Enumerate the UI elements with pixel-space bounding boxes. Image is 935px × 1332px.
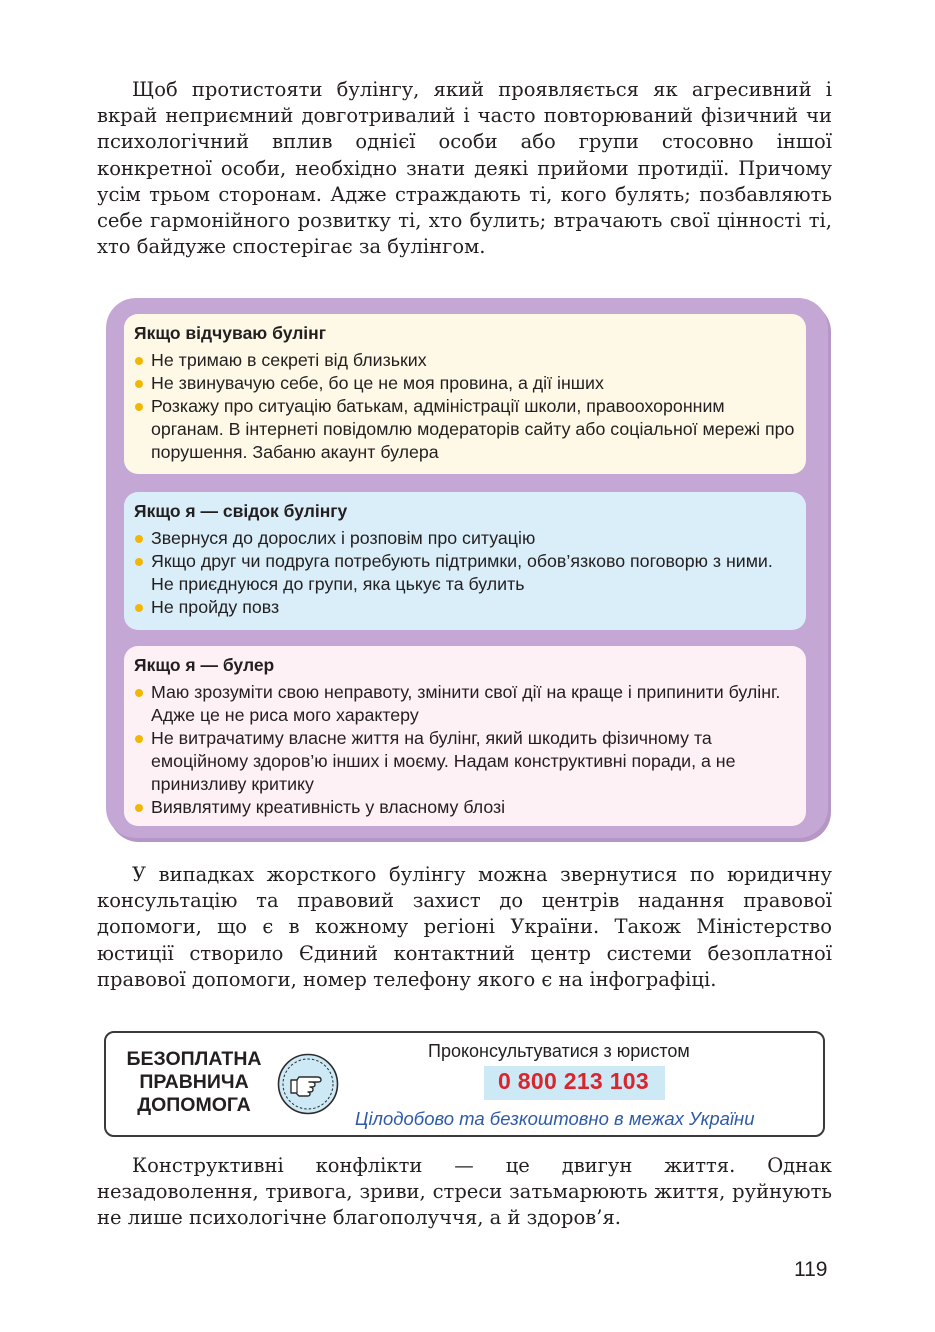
- witness-panel: [124, 492, 806, 630]
- victim-panel-title: Якщо відчуваю булінг: [134, 323, 327, 343]
- bully-panel-title: Якщо я — булер: [134, 655, 275, 675]
- pointing-hand-icon: [277, 1053, 339, 1115]
- phone-number[interactable]: 0 800 213 103: [498, 1068, 649, 1094]
- bullet-icon: [135, 804, 143, 812]
- legal-help-title: БЕЗОПЛАТНА ПРАВНИЧА ДОПОМОГА: [126, 1048, 262, 1116]
- bully-list: [134, 681, 796, 819]
- victim-list: [134, 349, 796, 464]
- bullet-icon: [135, 380, 143, 388]
- conflict-paragraph: Конструктивні конфлікти — це двигун життя. Однак незадоволення, тривога, зриви, стреси затьмарюють життя, руйнують не лише психологічне благополуччя, а й здоров’я.: [97, 1154, 832, 1230]
- bullet-icon: [135, 735, 143, 743]
- list-item: Розкажу про ситуацію батькам, адміністрації школи, правоохоронним органам. В інтернеті повідомлю модераторів сайту або соціальної мережі про порушення. Забаню акаунт булера: [134, 395, 796, 464]
- legal-help-banner: [104, 1031, 825, 1137]
- bullet-icon: [135, 604, 143, 612]
- bullet-icon: [135, 403, 143, 411]
- bullet-icon: [135, 689, 143, 697]
- list-item: Не витрачатиму власне життя на булінг, який шкодить фізичному та емоційному здоров’ю інших і моєму. Надам конструктивні поради, а не принизливу критику: [134, 727, 796, 796]
- bullet-icon: [135, 357, 143, 365]
- list-item: Не тримаю в секреті від близьких: [134, 349, 796, 372]
- witness-panel-title: Якщо я — свідок булінгу: [134, 501, 348, 521]
- list-item: Не пройду повз: [134, 596, 796, 619]
- bullet-icon: [135, 535, 143, 543]
- list-item: Виявлятиму креативність у власному блозі: [134, 796, 796, 819]
- list-item: Якщо друг чи подруга потребують підтримки, обов’язково поговорю з ними. Не приєднуюся до групи, яка цькує та булить: [134, 550, 796, 596]
- legal-help-paragraph: У випадках жорсткого булінгу можна звернутися по юридичну консультацію та правовий захист до центрів надання правової допомоги, що є в кожному регіоні України. Також Міністерство юстиції створило Єдиний контактний центр системи безоплатної правової допомоги, номер телефону якого є на інфографіці.: [97, 863, 832, 991]
- list-item: Не звинувачую себе, бо це не моя провина, а дії інших: [134, 372, 796, 395]
- list-item: Маю зрозуміти свою неправоту, змінити свої дії на краще і припинити булінг. Адже це не риса мого характеру: [134, 681, 796, 727]
- victim-panel: [124, 314, 806, 474]
- list-item: Звернуся до дорослих і розповім про ситуацію: [134, 527, 796, 550]
- consult-label: Проконсультуватися з юристом: [428, 1041, 690, 1061]
- intro-paragraph: Щоб протистояти булінгу, який проявляється як агресивний і вкрай неприємний довготривалий і часто повторюваний фізичний чи психологічний вплив однієї особи або групи стосовно іншої конкретної особи, необхідно знати деякі прийоми протидії. Причому усім трьом сторонам. Адже страждають ті, кого булять; позбавляють себе гармонійного розвитку ті, хто булить; втрачають свої цінності ті, хто байдуже спостерігає за булінгом.: [97, 78, 832, 259]
- bully-panel: [124, 646, 806, 826]
- availability-note: Цілодобово та безкоштовно в межах України: [355, 1108, 755, 1129]
- bullet-icon: [135, 558, 143, 566]
- page-number: 119: [794, 1258, 828, 1281]
- witness-list: [134, 527, 796, 619]
